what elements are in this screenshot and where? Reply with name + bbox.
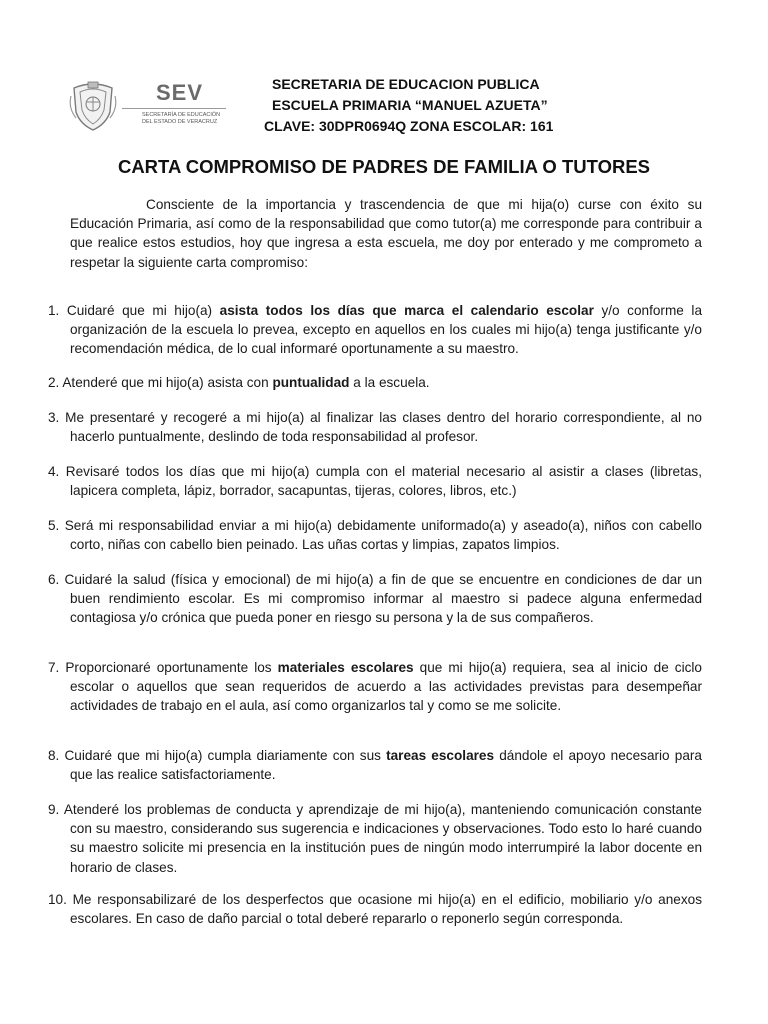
veracruz-coat-of-arms-icon — [68, 78, 118, 132]
item-text: 3. Me presentaré y recogeré a mi hijo(a) al finalizar las clases dentro del horario correspondiente, al no hacerlo puntualmente, deslindo de toda responsabilidad al profesor. — [48, 410, 702, 445]
commitment-item-4 — [48, 462, 702, 500]
sev-logo-subtitle — [142, 112, 232, 126]
commitment-item-3 — [48, 408, 702, 446]
commitment-item-10 — [48, 890, 702, 928]
item-text: 1. Cuidaré que mi hijo(a) — [48, 303, 220, 318]
item-emphasis: puntualidad — [272, 375, 350, 390]
commitment-item-8 — [48, 746, 702, 784]
item-text: 6. Cuidaré la salud (física y emocional) de mi hijo(a) a fin de que se encuentre en condiciones de dar un buen rendimiento escolar. Es mi compromiso informar al maestro si padece alguna enfermedad contagiosa y/o crónica que pueda poner en riesgo su persona y la de sus compañeros. — [48, 572, 702, 626]
item-text: que mi hijo(a) requiera, sea al inicio de ciclo escolar o aquellos que sean requeridos de acuerdo a las actividades previstas para desempeñar actividades de trabajo en el aula, así como organizarlos tal y como se me solicite. — [70, 660, 702, 714]
sev-logo-text: SEV — [156, 80, 204, 105]
item-text: 7. Proporcionaré oportunamente los — [48, 660, 278, 675]
item-text: 9. Atenderé los problemas de conducta y aprendizaje de mi hijo(a), manteniendo comunicación constante con su maestro, considerando sus sugerencia e indicaciones y observaciones. Todo esto lo haré cuando su maestro solicite mi presencia en la institución pues de ningún modo interrumpiré la labor docente en horario de clases. — [48, 802, 702, 875]
sev-subtitle-line-2: DEL ESTADO DE VERACRUZ — [142, 119, 218, 125]
intro-paragraph: Consciente de la importancia y trascendencia de que mi hija(o) curse con éxito su Educación Primaria, así como de la responsabilidad que como tutor(a) me corresponde para contribuir a que realice estos estudios, hoy que ingresa a esta escuela, me doy por enterado y me comprometo a respetar la siguiente carta compromiso: — [70, 197, 702, 270]
header-line-2: ESCUELA PRIMARIA “MANUEL AZUETA” — [272, 97, 548, 113]
item-text: 8. Cuidaré que mi hijo(a) cumpla diariamente con sus — [48, 748, 387, 763]
item-text: y/o conforme la organización de la escuela lo prevea, excepto en aquellos en los cuales mi hijo(a) tenga justificante y/o recomendación médica, de lo cual informaré oportunamente a su maestro. — [70, 303, 702, 357]
item-text: 4. Revisaré todos los días que mi hijo(a) cumpla con el material necesario al asistir a clases (libretas, lapicera completa, lápiz, borrador, sacapuntas, tijeras, colores, libros, etc.) — [48, 464, 702, 499]
item-emphasis: tareas escolares — [386, 748, 495, 763]
header-line-3: CLAVE: 30DPR0694Q ZONA ESCOLAR: 161 — [264, 118, 554, 134]
commitment-item-6 — [48, 570, 702, 628]
commitment-item-9 — [48, 800, 702, 877]
item-text: a la escuela. — [349, 375, 430, 390]
commitment-item-2 — [48, 373, 702, 392]
sev-logo — [122, 80, 232, 132]
commitment-item-1 — [48, 301, 702, 359]
sev-subtitle-line-1: SECRETARÍA DE EDUCACIÓN — [142, 112, 221, 118]
document-title: CARTA COMPROMISO DE PADRES DE FAMILIA O TUTORES — [117, 156, 651, 177]
item-text: 10. Me responsabilizaré de los desperfectos que ocasione mi hijo(a) en el edificio, mobiliario y/o anexos escolares. En caso de daño parcial o total deberé repararlo o reponerlo según corresponda. — [48, 892, 702, 927]
item-text: 2. Atenderé que mi hijo(a) asista con — [48, 375, 273, 390]
item-emphasis: asista todos los días que marca el calendario escolar — [219, 303, 594, 318]
item-text: dándole el apoyo necesario para que las realice satisfactoriamente. — [70, 748, 702, 783]
sev-logo-rule — [122, 108, 226, 109]
item-text: 5. Será mi responsabilidad enviar a mi hijo(a) debidamente uniformado(a) y aseado(a), niños con cabello corto, niñas con cabello bien peinado. Las uñas cortas y limpias, zapatos limpios. — [48, 518, 702, 553]
commitment-item-5 — [48, 516, 702, 554]
commitment-item-7 — [48, 658, 702, 716]
header-line-1: SECRETARIA DE EDUCACION PUBLICA — [272, 76, 540, 92]
item-emphasis: materiales escolares — [277, 660, 414, 675]
